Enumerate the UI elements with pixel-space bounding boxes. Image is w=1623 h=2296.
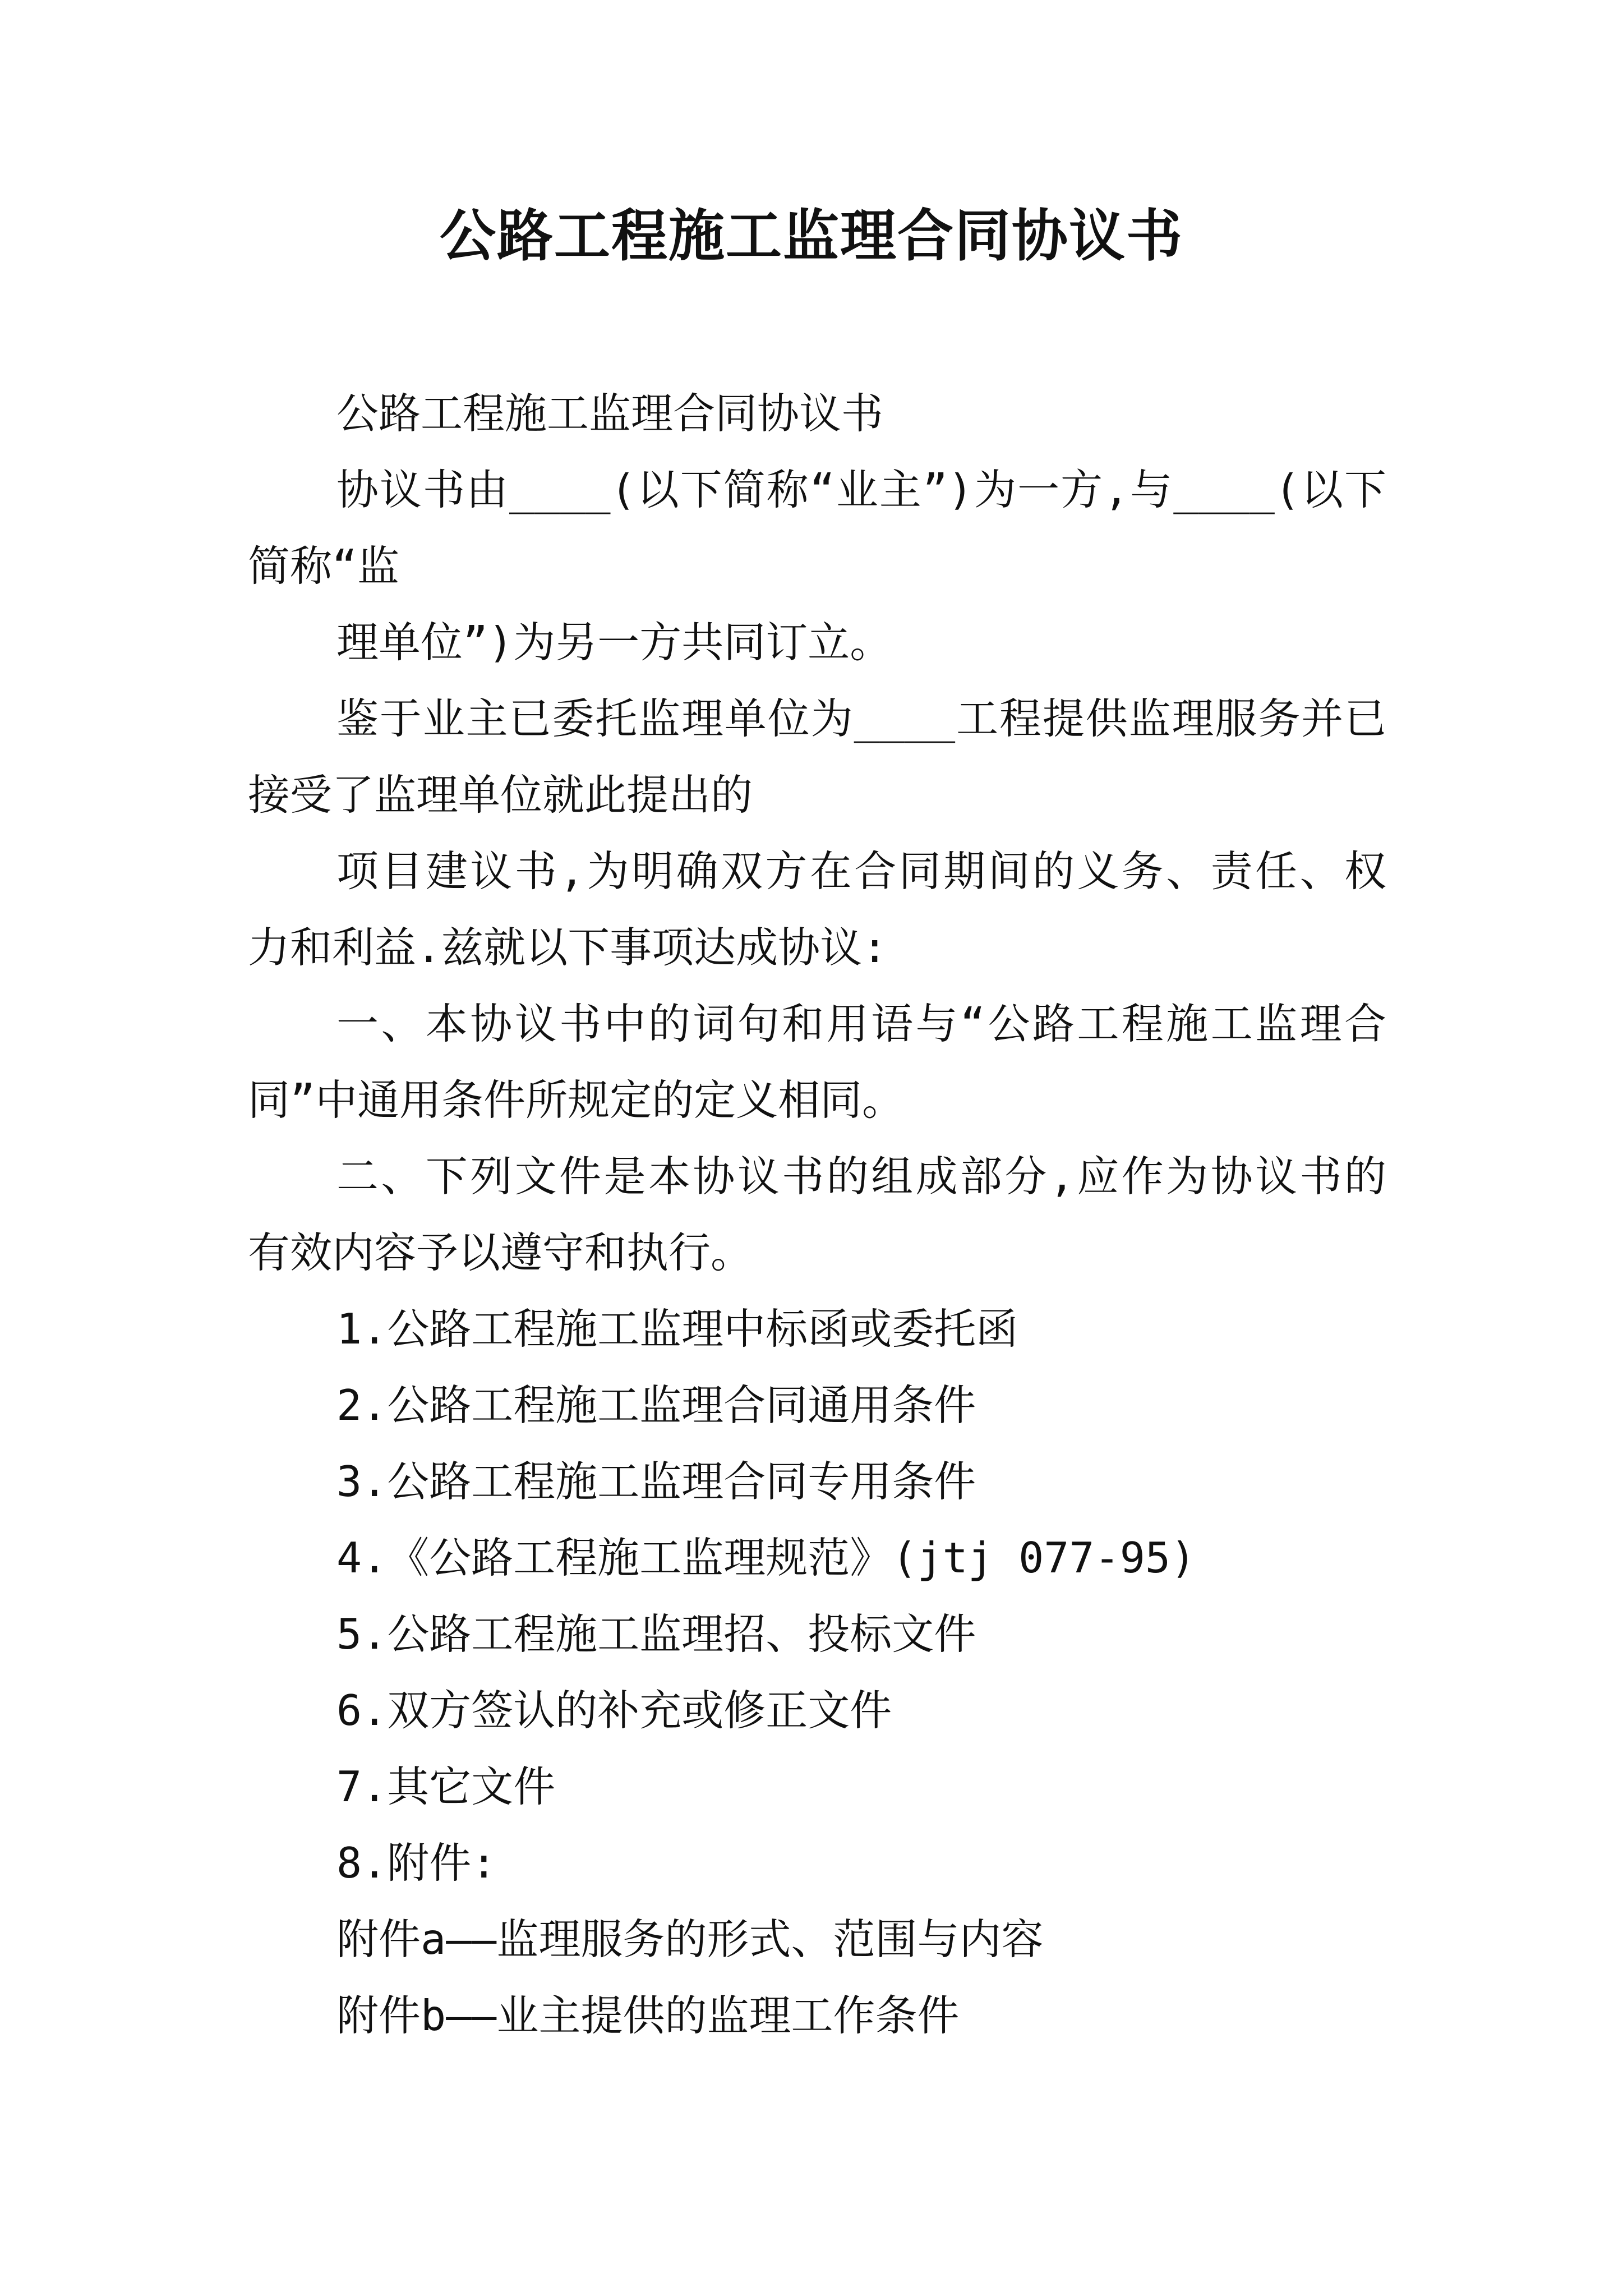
paragraph-line: 同”中通用条件所规定的定义相同。	[248, 1075, 905, 1125]
paragraph-line: 力和利益.兹就以下事项达成协议:	[248, 923, 888, 972]
document-body	[248, 375, 1386, 2054]
paragraph-line: 4.《公路工程施工监理规范》(jtj 077-95)	[336, 1533, 1196, 1582]
paragraph-line: 一、本协议书中的词句和用语与“公路工程施工监理合	[336, 999, 1386, 1048]
paragraph-line: 协议书由____(以下简称“业主”)为一方,与____(以下	[336, 465, 1386, 514]
paragraph-line: 5.公路工程施工监理招、投标文件	[336, 1609, 976, 1659]
paragraph-line: 有效内容予以遵守和执行。	[248, 1228, 753, 1277]
paragraph-line: 2.公路工程施工监理合同通用条件	[336, 1381, 976, 1430]
paragraph-line: 1.公路工程施工监理中标函或委托函	[336, 1304, 1018, 1354]
paragraph-line: 6.双方签认的补充或修正文件	[336, 1686, 892, 1735]
paragraph-line: 公路工程施工监理合同协议书	[336, 389, 884, 438]
paragraph-line: 二、下列文件是本协议书的组成部分,应作为协议书的	[336, 1152, 1386, 1201]
paragraph-line: 项目建议书,为明确双方在合同期间的义务、责任、权	[336, 846, 1386, 896]
paragraph-line: 附件b——业主提供的监理工作条件	[336, 1991, 960, 2040]
document-title: 公路工程施工监理合同协议书	[440, 203, 1183, 269]
paragraph-line: 接受了监理单位就此提出的	[248, 770, 753, 820]
paragraph-line: 附件a——监理服务的形式、范围与内容	[336, 1915, 1044, 1964]
paragraph-line: 7.其它文件	[336, 1762, 556, 1811]
paragraph-line: 简称“监	[248, 541, 400, 591]
paragraph-line: 理单位”)为另一方共同订立。	[336, 618, 892, 667]
paragraph-line: 3.公路工程施工监理合同专用条件	[336, 1457, 976, 1506]
paragraph-line: 8.附件:	[336, 1838, 497, 1888]
paragraph-line: 鉴于业主已委托监理单位为____工程提供监理服务并已	[336, 694, 1386, 743]
